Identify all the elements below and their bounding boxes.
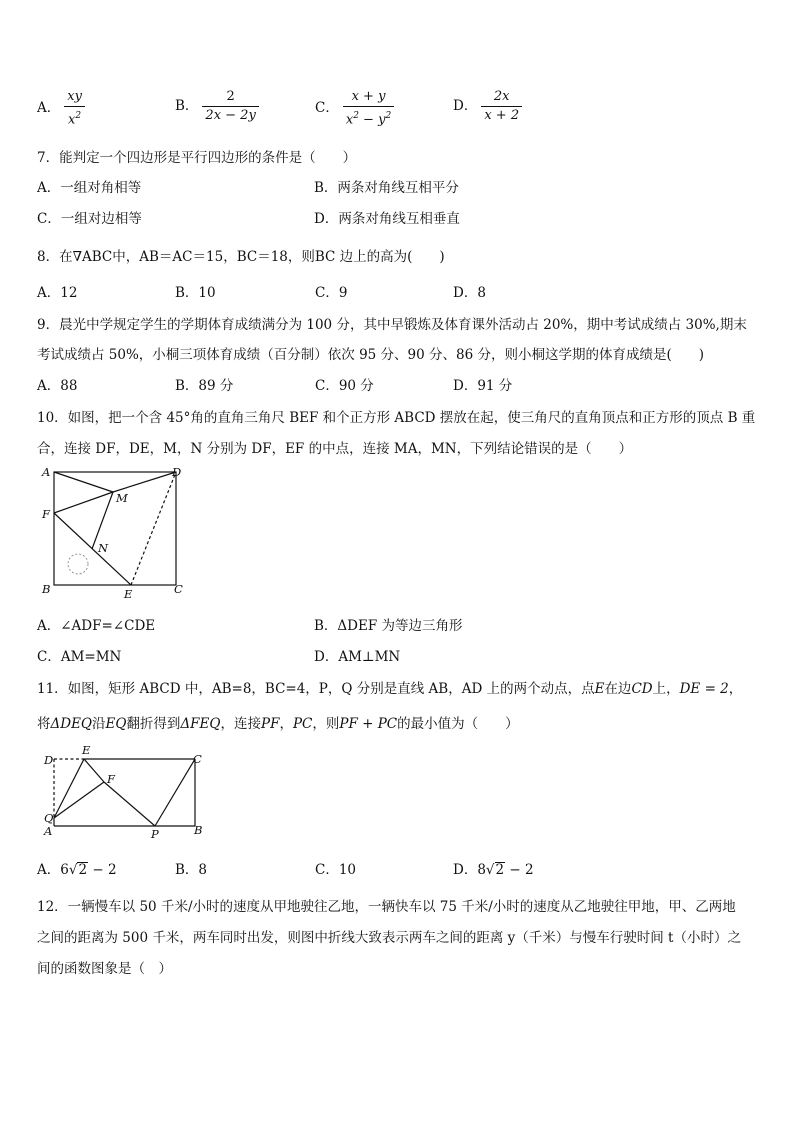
q7-option-b: B．两条对角线互相平分	[314, 180, 459, 196]
q10-label-d: D	[172, 465, 182, 479]
q11-option-b: B．8	[175, 862, 208, 878]
q11-label-q: Q	[44, 811, 54, 825]
q10-label-m: M	[116, 491, 128, 505]
q8-option-c: C．9	[315, 285, 348, 301]
q11-option-c: C．10	[315, 862, 357, 878]
q11-label-p: P	[151, 827, 159, 841]
q9-option-b: B．89 分	[175, 378, 234, 394]
q10-label-c: C	[174, 582, 183, 596]
q10-label-n: N	[98, 541, 109, 555]
q11-question-line1: 11．如图，矩形 ABCD 中，AB=8，BC=4，P，Q 分别是直线 AB，AD 上的两个动点，点E在边CD上，DE = 2，	[37, 681, 743, 697]
q7-option-d: D．两条对角线互相垂直	[314, 211, 460, 227]
q12-question-line3: 间的函数图象是（ ）	[37, 961, 172, 977]
q11-label-e: E	[82, 743, 91, 757]
q11-option-d: D．8√2 − 2	[453, 862, 534, 878]
q9-option-d: D．91 分	[453, 378, 513, 394]
q9-option-a: A．88	[37, 378, 78, 394]
q10-label-a: A	[42, 465, 51, 479]
q11-label-b: B	[194, 823, 203, 837]
q10-label-f: F	[42, 507, 50, 521]
q10-question-line1: 10．如图，把一个含 45°角的直角三角尺 BEF 和个正方形 ABCD 摆放在起，使三角尺的直角顶点和正方形的顶点 B 重	[37, 410, 756, 426]
q8-option-d: D．8	[453, 285, 486, 301]
q9-option-c: C．90 分	[315, 378, 374, 394]
q6-option-d: D． $\frac{2x}{x + 2}$	[453, 88, 522, 125]
q11-question-line2: 将ΔDEQ沿EQ翻折得到ΔFEQ，连接PF，PC，则PF + PC的最小值为（ ）	[37, 716, 519, 732]
q7-question: 7．能判定一个四边形是平行四边形的条件是（ ）	[37, 150, 357, 166]
q10-option-d: D．AM⊥MN	[314, 649, 401, 665]
q10-question-line2: 合，连接 DF，DE，M，N 分别为 DF，EF 的中点，连接 MA，MN，下列结论错误的是（ ）	[37, 441, 633, 457]
q10-option-b: B．ΔDEF 为等边三角形	[314, 618, 463, 634]
q11-label-f: F	[107, 772, 115, 786]
q6-option-a: A． $\frac{xy}{x^2}$	[37, 88, 85, 129]
q12-question-line1: 12．一辆慢车以 50 千米/小时的速度从甲地驶往乙地，一辆快车以 75 千米/小时的速度从乙地驶往甲地，甲、乙两地	[37, 899, 736, 915]
q6-option-b: B． $\frac{2}{2x - 2y}$	[175, 88, 259, 125]
q6-option-c: C． $\frac{x + y}{x^2 - y^2}$	[315, 88, 394, 129]
q8-option-b: B．10	[175, 285, 216, 301]
q7-option-c: C．一组对边相等	[37, 211, 142, 227]
q10-option-c: C．AM=MN	[37, 649, 122, 665]
q10-option-a: A．∠ADF=∠CDE	[37, 618, 156, 634]
q11-label-c: C	[193, 752, 202, 766]
q11-option-a: A．6√2 − 2	[37, 862, 117, 878]
q9-question-line2: 考试成绩占 50%，小桐三项体育成绩（百分制）依次 95 分、90 分、86 分，则小桐这学期的体育成绩是( )	[37, 347, 705, 363]
q8-option-a: A．12	[37, 285, 78, 301]
q7-option-a: A．一组对角相等	[37, 180, 142, 196]
q10-label-b: B	[42, 582, 51, 596]
q11-label-d: D	[44, 753, 54, 767]
q8-question: 8．在∇ABC中，AB＝AC＝15，BC＝18，则BC 边上的高为( )	[37, 249, 445, 265]
q12-question-line2: 之间的距离为 500 千米，两车同时出发，则图中折线大致表示两车之间的距离 y（千米）与慢车行驶时间 t（小时）之	[37, 930, 741, 946]
q11-label-a: A	[44, 824, 53, 838]
q9-question-line1: 9．晨光中学规定学生的学期体育成绩满分为 100 分，其中早锻炼及体育课外活动占 20%，期中考试成绩占 30%,期末	[37, 317, 747, 333]
q10-label-e: E	[124, 587, 133, 601]
